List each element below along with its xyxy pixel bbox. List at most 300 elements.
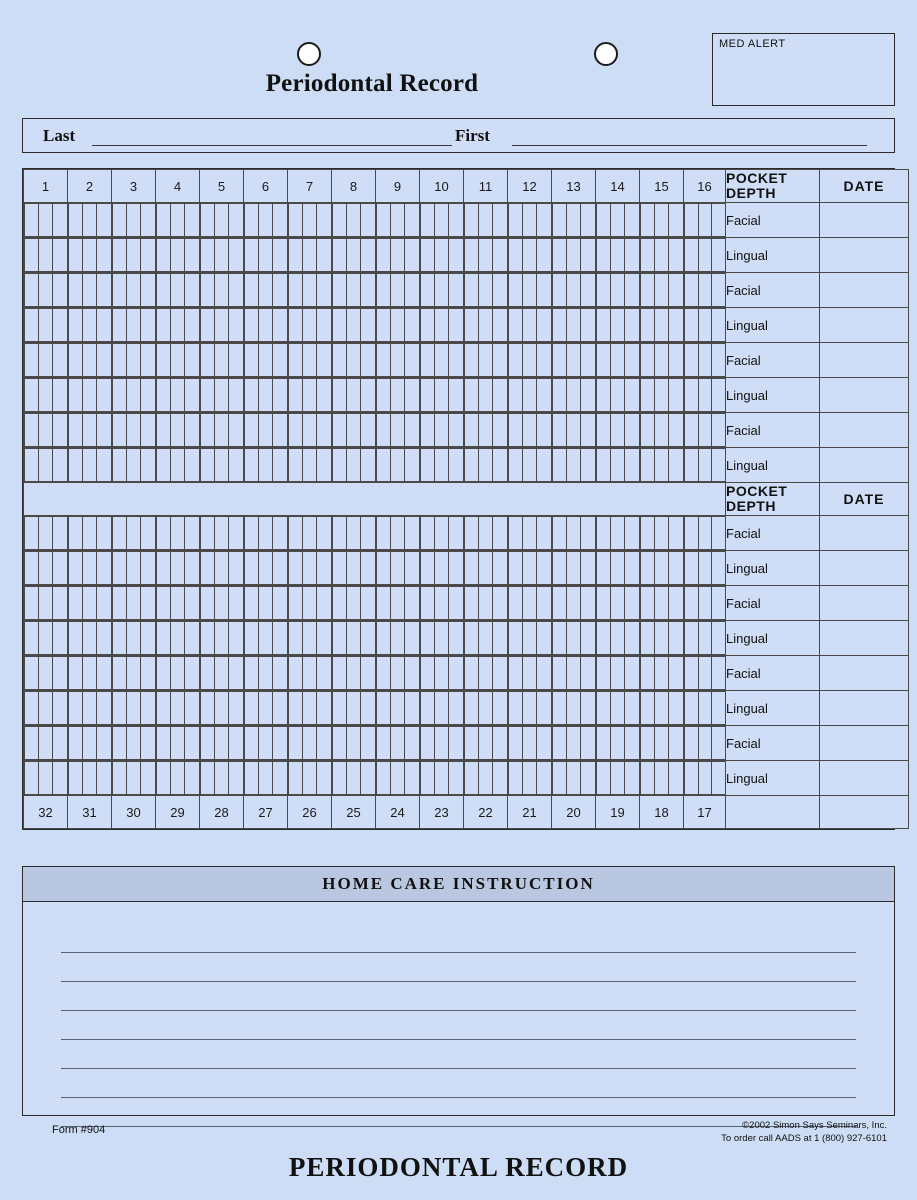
site-cell[interactable] (303, 552, 317, 585)
tooth-measurement-cell[interactable] (464, 691, 508, 726)
site-cell[interactable] (171, 344, 185, 377)
tooth-measurement-cell[interactable] (508, 586, 552, 621)
site-cell[interactable] (39, 552, 53, 585)
site-cell[interactable] (449, 587, 463, 620)
site-cell[interactable] (553, 692, 567, 725)
tooth-measurement-cell[interactable] (332, 726, 376, 761)
site-cell[interactable] (113, 449, 127, 482)
site-cell[interactable] (245, 309, 259, 342)
site-cell[interactable] (273, 309, 287, 342)
site-cell[interactable] (698, 517, 712, 550)
site-cell[interactable] (361, 622, 375, 655)
date-entry-cell[interactable] (820, 691, 909, 726)
site-cell[interactable] (141, 762, 155, 795)
tooth-measurement-cell[interactable] (156, 621, 200, 656)
tooth-measurement-cell[interactable] (112, 343, 156, 378)
site-cell[interactable] (685, 517, 699, 550)
site-cell[interactable] (465, 657, 479, 690)
site-cell[interactable] (201, 414, 215, 447)
site-cell[interactable] (317, 692, 331, 725)
site-cell[interactable] (479, 379, 493, 412)
site-cell[interactable] (465, 309, 479, 342)
tooth-measurement-cell[interactable] (596, 551, 640, 586)
site-cell[interactable] (127, 587, 141, 620)
site-cell[interactable] (685, 309, 699, 342)
tooth-measurement-cell[interactable] (508, 413, 552, 448)
site-cell[interactable] (141, 587, 155, 620)
tooth-measurement-cell[interactable] (464, 516, 508, 551)
site-cell[interactable] (361, 552, 375, 585)
site-cell[interactable] (523, 344, 537, 377)
site-cell[interactable] (273, 727, 287, 760)
site-cell[interactable] (625, 622, 639, 655)
site-cell[interactable] (509, 622, 523, 655)
site-cell[interactable] (685, 344, 699, 377)
site-cell[interactable] (245, 727, 259, 760)
tooth-measurement-cell[interactable] (596, 621, 640, 656)
site-cell[interactable] (421, 657, 435, 690)
home-care-line[interactable] (61, 982, 856, 1011)
tooth-measurement-cell[interactable] (112, 586, 156, 621)
site-cell[interactable] (215, 657, 229, 690)
site-cell[interactable] (69, 204, 83, 237)
site-cell[interactable] (465, 622, 479, 655)
site-cell[interactable] (377, 379, 391, 412)
site-cell[interactable] (435, 517, 449, 550)
site-cell[interactable] (113, 692, 127, 725)
site-cell[interactable] (597, 239, 611, 272)
site-cell[interactable] (669, 657, 683, 690)
tooth-measurement-cell[interactable] (640, 308, 684, 343)
site-cell[interactable] (171, 204, 185, 237)
site-cell[interactable] (229, 414, 243, 447)
site-cell[interactable] (273, 552, 287, 585)
site-cell[interactable] (185, 657, 199, 690)
site-cell[interactable] (641, 274, 655, 307)
site-cell[interactable] (97, 414, 111, 447)
tooth-measurement-cell[interactable] (464, 273, 508, 308)
site-cell[interactable] (347, 657, 361, 690)
site-cell[interactable] (289, 414, 303, 447)
site-cell[interactable] (479, 727, 493, 760)
site-cell[interactable] (201, 309, 215, 342)
site-cell[interactable] (421, 239, 435, 272)
site-cell[interactable] (391, 379, 405, 412)
site-cell[interactable] (625, 274, 639, 307)
site-cell[interactable] (435, 552, 449, 585)
home-care-line[interactable] (61, 1069, 856, 1098)
site-cell[interactable] (465, 517, 479, 550)
site-cell[interactable] (537, 517, 551, 550)
site-cell[interactable] (597, 587, 611, 620)
tooth-measurement-cell[interactable] (200, 203, 244, 238)
tooth-measurement-cell[interactable] (684, 273, 726, 308)
site-cell[interactable] (523, 692, 537, 725)
tooth-measurement-cell[interactable] (332, 378, 376, 413)
site-cell[interactable] (421, 414, 435, 447)
site-cell[interactable] (259, 204, 273, 237)
tooth-measurement-cell[interactable] (552, 238, 596, 273)
site-cell[interactable] (259, 517, 273, 550)
site-cell[interactable] (185, 517, 199, 550)
site-cell[interactable] (229, 204, 243, 237)
tooth-measurement-cell[interactable] (420, 238, 464, 273)
site-cell[interactable] (449, 309, 463, 342)
tooth-measurement-cell[interactable] (684, 586, 726, 621)
site-cell[interactable] (39, 204, 53, 237)
tooth-measurement-cell[interactable] (244, 691, 288, 726)
site-cell[interactable] (625, 657, 639, 690)
tooth-measurement-cell[interactable] (24, 551, 68, 586)
site-cell[interactable] (611, 622, 625, 655)
site-cell[interactable] (39, 239, 53, 272)
site-cell[interactable] (523, 762, 537, 795)
site-cell[interactable] (537, 587, 551, 620)
site-cell[interactable] (641, 344, 655, 377)
tooth-measurement-cell[interactable] (376, 656, 420, 691)
site-cell[interactable] (493, 692, 507, 725)
site-cell[interactable] (537, 727, 551, 760)
site-cell[interactable] (449, 762, 463, 795)
tooth-measurement-cell[interactable] (464, 343, 508, 378)
tooth-measurement-cell[interactable] (24, 621, 68, 656)
site-cell[interactable] (289, 344, 303, 377)
site-cell[interactable] (361, 414, 375, 447)
site-cell[interactable] (465, 552, 479, 585)
tooth-measurement-cell[interactable] (332, 551, 376, 586)
site-cell[interactable] (669, 449, 683, 482)
date-entry-cell[interactable] (820, 273, 909, 308)
tooth-measurement-cell[interactable] (420, 586, 464, 621)
site-cell[interactable] (405, 309, 419, 342)
tooth-measurement-cell[interactable] (376, 413, 420, 448)
site-cell[interactable] (347, 517, 361, 550)
site-cell[interactable] (641, 692, 655, 725)
site-cell[interactable] (465, 414, 479, 447)
tooth-measurement-cell[interactable] (332, 761, 376, 796)
site-cell[interactable] (435, 414, 449, 447)
site-cell[interactable] (523, 727, 537, 760)
site-cell[interactable] (141, 517, 155, 550)
site-cell[interactable] (698, 727, 712, 760)
site-cell[interactable] (273, 517, 287, 550)
tooth-measurement-cell[interactable] (156, 586, 200, 621)
site-cell[interactable] (113, 657, 127, 690)
site-cell[interactable] (509, 517, 523, 550)
site-cell[interactable] (185, 692, 199, 725)
site-cell[interactable] (113, 552, 127, 585)
site-cell[interactable] (185, 622, 199, 655)
tooth-measurement-cell[interactable] (200, 726, 244, 761)
tooth-measurement-cell[interactable] (112, 378, 156, 413)
date-entry-cell[interactable] (820, 726, 909, 761)
site-cell[interactable] (377, 622, 391, 655)
site-cell[interactable] (493, 517, 507, 550)
site-cell[interactable] (39, 727, 53, 760)
site-cell[interactable] (391, 692, 405, 725)
site-cell[interactable] (479, 517, 493, 550)
site-cell[interactable] (597, 657, 611, 690)
site-cell[interactable] (303, 414, 317, 447)
site-cell[interactable] (53, 204, 67, 237)
home-care-line[interactable] (61, 953, 856, 982)
site-cell[interactable] (69, 309, 83, 342)
site-cell[interactable] (567, 762, 581, 795)
site-cell[interactable] (641, 449, 655, 482)
site-cell[interactable] (685, 552, 699, 585)
tooth-measurement-cell[interactable] (640, 378, 684, 413)
site-cell[interactable] (141, 449, 155, 482)
tooth-measurement-cell[interactable] (552, 691, 596, 726)
site-cell[interactable] (113, 204, 127, 237)
site-cell[interactable] (245, 552, 259, 585)
tooth-measurement-cell[interactable] (68, 656, 112, 691)
site-cell[interactable] (581, 692, 595, 725)
tooth-measurement-cell[interactable] (68, 203, 112, 238)
site-cell[interactable] (567, 657, 581, 690)
site-cell[interactable] (245, 449, 259, 482)
site-cell[interactable] (421, 762, 435, 795)
site-cell[interactable] (493, 727, 507, 760)
tooth-measurement-cell[interactable] (684, 308, 726, 343)
site-cell[interactable] (157, 657, 171, 690)
site-cell[interactable] (611, 204, 625, 237)
site-cell[interactable] (97, 622, 111, 655)
site-cell[interactable] (215, 517, 229, 550)
tooth-measurement-cell[interactable] (640, 413, 684, 448)
tooth-measurement-cell[interactable] (640, 448, 684, 483)
tooth-measurement-cell[interactable] (464, 413, 508, 448)
site-cell[interactable] (289, 727, 303, 760)
site-cell[interactable] (229, 449, 243, 482)
site-cell[interactable] (479, 449, 493, 482)
tooth-measurement-cell[interactable] (288, 413, 332, 448)
tooth-measurement-cell[interactable] (244, 343, 288, 378)
site-cell[interactable] (669, 552, 683, 585)
tooth-measurement-cell[interactable] (640, 586, 684, 621)
site-cell[interactable] (421, 204, 435, 237)
date-entry-cell[interactable] (820, 308, 909, 343)
site-cell[interactable] (317, 727, 331, 760)
site-cell[interactable] (97, 657, 111, 690)
tooth-measurement-cell[interactable] (244, 656, 288, 691)
site-cell[interactable] (553, 309, 567, 342)
site-cell[interactable] (215, 449, 229, 482)
site-cell[interactable] (523, 204, 537, 237)
site-cell[interactable] (655, 622, 669, 655)
site-cell[interactable] (245, 692, 259, 725)
tooth-measurement-cell[interactable] (156, 378, 200, 413)
site-cell[interactable] (553, 622, 567, 655)
site-cell[interactable] (317, 622, 331, 655)
tooth-measurement-cell[interactable] (112, 273, 156, 308)
tooth-measurement-cell[interactable] (376, 238, 420, 273)
tooth-measurement-cell[interactable] (332, 516, 376, 551)
tooth-measurement-cell[interactable] (24, 203, 68, 238)
site-cell[interactable] (435, 692, 449, 725)
tooth-measurement-cell[interactable] (332, 413, 376, 448)
site-cell[interactable] (273, 692, 287, 725)
tooth-measurement-cell[interactable] (288, 621, 332, 656)
site-cell[interactable] (289, 657, 303, 690)
site-cell[interactable] (581, 762, 595, 795)
site-cell[interactable] (655, 517, 669, 550)
tooth-measurement-cell[interactable] (376, 273, 420, 308)
site-cell[interactable] (201, 657, 215, 690)
site-cell[interactable] (157, 344, 171, 377)
site-cell[interactable] (25, 657, 39, 690)
site-cell[interactable] (712, 587, 726, 620)
site-cell[interactable] (333, 517, 347, 550)
tooth-measurement-cell[interactable] (200, 691, 244, 726)
site-cell[interactable] (493, 204, 507, 237)
tooth-measurement-cell[interactable] (376, 691, 420, 726)
site-cell[interactable] (289, 204, 303, 237)
tooth-measurement-cell[interactable] (332, 308, 376, 343)
site-cell[interactable] (333, 379, 347, 412)
date-entry-cell[interactable] (820, 343, 909, 378)
site-cell[interactable] (435, 762, 449, 795)
site-cell[interactable] (685, 762, 699, 795)
site-cell[interactable] (53, 344, 67, 377)
site-cell[interactable] (625, 692, 639, 725)
tooth-measurement-cell[interactable] (640, 691, 684, 726)
site-cell[interactable] (611, 762, 625, 795)
site-cell[interactable] (435, 622, 449, 655)
tooth-measurement-cell[interactable] (156, 691, 200, 726)
site-cell[interactable] (215, 552, 229, 585)
site-cell[interactable] (127, 622, 141, 655)
tooth-measurement-cell[interactable] (464, 308, 508, 343)
site-cell[interactable] (347, 587, 361, 620)
site-cell[interactable] (712, 274, 726, 307)
site-cell[interactable] (113, 762, 127, 795)
site-cell[interactable] (449, 414, 463, 447)
site-cell[interactable] (245, 587, 259, 620)
site-cell[interactable] (25, 517, 39, 550)
site-cell[interactable] (215, 762, 229, 795)
site-cell[interactable] (171, 379, 185, 412)
site-cell[interactable] (465, 274, 479, 307)
tooth-measurement-cell[interactable] (332, 586, 376, 621)
tooth-measurement-cell[interactable] (464, 203, 508, 238)
site-cell[interactable] (712, 449, 726, 482)
tooth-measurement-cell[interactable] (684, 761, 726, 796)
site-cell[interactable] (405, 692, 419, 725)
tooth-measurement-cell[interactable] (156, 726, 200, 761)
site-cell[interactable] (25, 587, 39, 620)
tooth-measurement-cell[interactable] (596, 343, 640, 378)
tooth-measurement-cell[interactable] (68, 413, 112, 448)
site-cell[interactable] (523, 379, 537, 412)
site-cell[interactable] (259, 657, 273, 690)
date-entry-cell[interactable] (820, 448, 909, 483)
site-cell[interactable] (641, 309, 655, 342)
tooth-measurement-cell[interactable] (376, 343, 420, 378)
site-cell[interactable] (537, 379, 551, 412)
site-cell[interactable] (421, 622, 435, 655)
site-cell[interactable] (597, 692, 611, 725)
site-cell[interactable] (449, 727, 463, 760)
tooth-measurement-cell[interactable] (464, 726, 508, 761)
site-cell[interactable] (493, 274, 507, 307)
site-cell[interactable] (509, 239, 523, 272)
site-cell[interactable] (127, 344, 141, 377)
site-cell[interactable] (685, 274, 699, 307)
site-cell[interactable] (567, 552, 581, 585)
tooth-measurement-cell[interactable] (24, 413, 68, 448)
site-cell[interactable] (127, 414, 141, 447)
site-cell[interactable] (479, 552, 493, 585)
site-cell[interactable] (611, 727, 625, 760)
site-cell[interactable] (465, 379, 479, 412)
site-cell[interactable] (655, 274, 669, 307)
site-cell[interactable] (69, 344, 83, 377)
site-cell[interactable] (685, 414, 699, 447)
tooth-measurement-cell[interactable] (420, 413, 464, 448)
site-cell[interactable] (113, 727, 127, 760)
tooth-measurement-cell[interactable] (640, 273, 684, 308)
tooth-measurement-cell[interactable] (596, 691, 640, 726)
site-cell[interactable] (391, 414, 405, 447)
site-cell[interactable] (127, 727, 141, 760)
site-cell[interactable] (421, 379, 435, 412)
site-cell[interactable] (597, 414, 611, 447)
site-cell[interactable] (669, 762, 683, 795)
site-cell[interactable] (97, 274, 111, 307)
site-cell[interactable] (201, 449, 215, 482)
site-cell[interactable] (171, 309, 185, 342)
tooth-measurement-cell[interactable] (376, 551, 420, 586)
home-care-line[interactable] (61, 1040, 856, 1069)
site-cell[interactable] (289, 622, 303, 655)
site-cell[interactable] (39, 274, 53, 307)
site-cell[interactable] (185, 239, 199, 272)
tooth-measurement-cell[interactable] (552, 413, 596, 448)
site-cell[interactable] (97, 239, 111, 272)
site-cell[interactable] (655, 379, 669, 412)
site-cell[interactable] (317, 379, 331, 412)
site-cell[interactable] (581, 204, 595, 237)
site-cell[interactable] (83, 449, 97, 482)
site-cell[interactable] (317, 344, 331, 377)
tooth-measurement-cell[interactable] (508, 621, 552, 656)
tooth-measurement-cell[interactable] (596, 378, 640, 413)
site-cell[interactable] (317, 204, 331, 237)
site-cell[interactable] (391, 274, 405, 307)
tooth-measurement-cell[interactable] (68, 308, 112, 343)
site-cell[interactable] (698, 204, 712, 237)
tooth-measurement-cell[interactable] (288, 448, 332, 483)
site-cell[interactable] (347, 727, 361, 760)
site-cell[interactable] (259, 552, 273, 585)
tooth-measurement-cell[interactable] (596, 516, 640, 551)
site-cell[interactable] (289, 552, 303, 585)
site-cell[interactable] (333, 552, 347, 585)
site-cell[interactable] (317, 762, 331, 795)
tooth-measurement-cell[interactable] (200, 273, 244, 308)
site-cell[interactable] (655, 657, 669, 690)
site-cell[interactable] (391, 309, 405, 342)
site-cell[interactable] (259, 762, 273, 795)
site-cell[interactable] (435, 449, 449, 482)
site-cell[interactable] (127, 517, 141, 550)
site-cell[interactable] (655, 414, 669, 447)
tooth-measurement-cell[interactable] (420, 378, 464, 413)
site-cell[interactable] (97, 204, 111, 237)
tooth-measurement-cell[interactable] (332, 203, 376, 238)
site-cell[interactable] (215, 274, 229, 307)
